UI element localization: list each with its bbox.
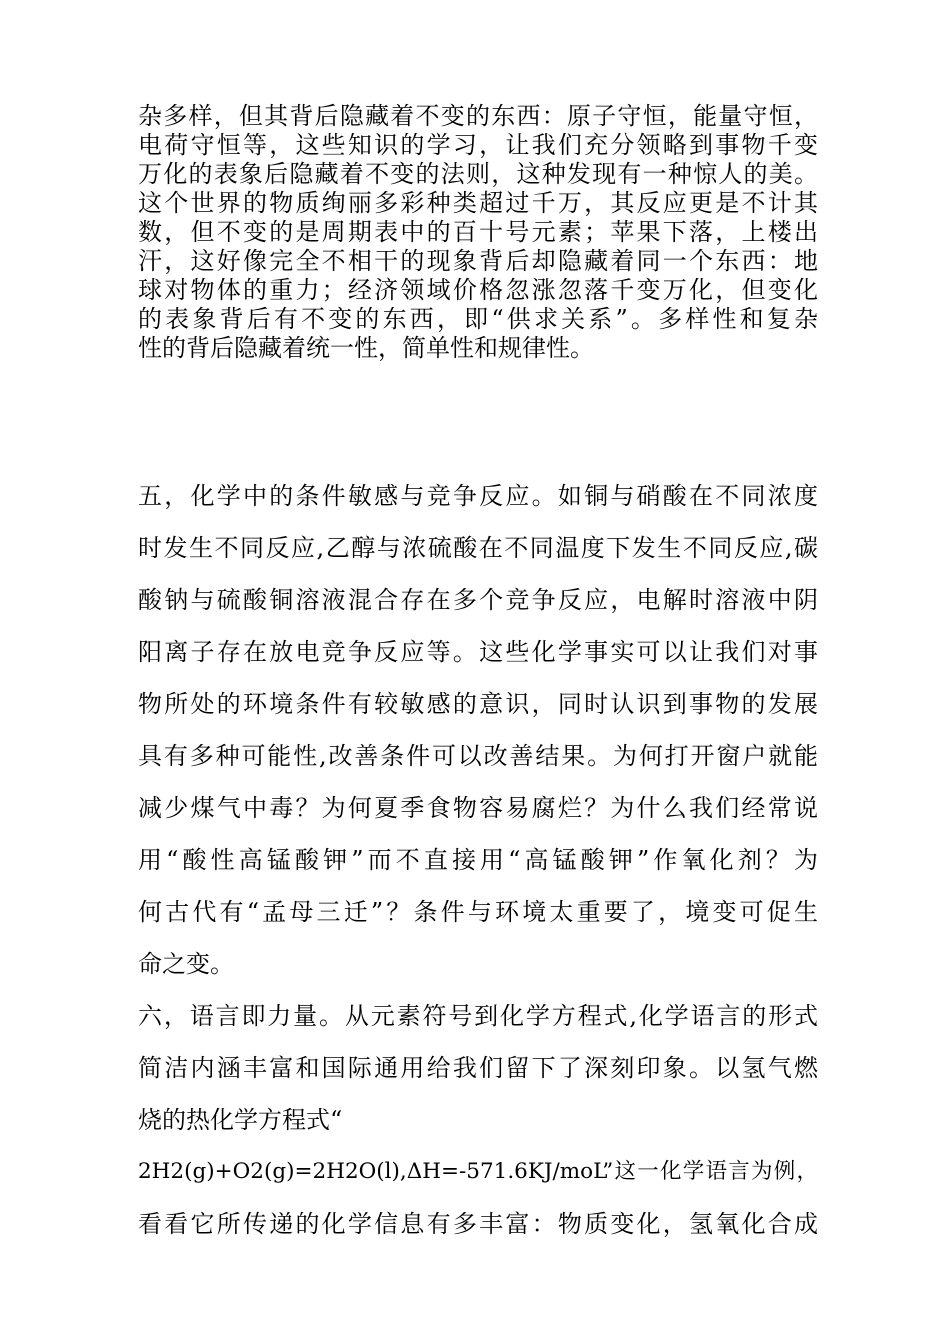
text-line: 烧的热化学方程式“	[138, 1106, 343, 1134]
text-line: 性的背后隐藏着统一性，简单性和规律性。	[138, 334, 594, 362]
text-line: 数，但不变的是周期表中的百十号元素；苹果下落，上楼出	[138, 218, 818, 246]
text-line: 减少煤气中毒？为何夏季食物容易腐烂？为什么我们经常说	[138, 794, 818, 822]
text-line: 酸钠与硫酸铜溶液混合存在多个竞争反应，电解时溶液中阴	[138, 586, 818, 614]
text-line: 命之变。	[138, 950, 234, 978]
section-heading-line: 五，化学中的条件敏感与竞争反应。如铜与硝酸在不同浓度	[138, 482, 818, 510]
text-line: 电荷守恒等，这些知识的学习，让我们充分领略到事物千变	[138, 131, 818, 159]
section-heading-line: 六，语言即力量。从元素符号到化学方程式,化学语言的形式	[138, 1002, 818, 1030]
text-line: 球对物体的重力；经济领域价格忽涨忽落千变万化，但变化	[138, 276, 818, 304]
text-line: 简洁内涵丰富和国际通用给我们留下了深刻印象。以氢气燃	[138, 1054, 818, 1082]
section-six-language-power	[138, 990, 818, 1250]
text-line: 时发生不同反应,乙醇与浓硫酸在不同温度下发生不同反应,碳	[138, 534, 818, 562]
text-line: 这个世界的物质绚丽多彩种类超过千万，其反应更是不计其	[138, 189, 818, 217]
section-five-condition-sensitivity	[138, 470, 818, 990]
text-line: 看看它所传递的化学信息有多丰富：物质变化，氢氧化合成	[138, 1210, 818, 1238]
equation-line: 2H2(g)+O2(g)=2H2O(l),ΔH=-571.6KJ/moL”这一化学语言为例，	[138, 1159, 818, 1184]
text-line: 何古代有“孟母三迁”？条件与环境太重要了，境变可促生	[138, 898, 818, 926]
text-line: 的表象背后有不变的东西，即“供求关系”。多样性和复杂	[138, 305, 818, 333]
text-line: 汗，这好像完全不相干的现象背后却隐藏着同一个东西：地	[138, 247, 818, 275]
text-line: 万化的表象后隐藏着不变的法则，这种发现有一种惊人的美。	[138, 160, 818, 188]
text-line: 用“酸性高锰酸钾”而不直接用“高锰酸钾”作氧化剂？为	[138, 846, 818, 874]
paragraph-unchanging-laws	[138, 102, 818, 363]
text-line: 杂多样，但其背后隐藏着不变的东西：原子守恒，能量守恒，	[138, 102, 818, 130]
text-line: 具有多种可能性,改善条件可以改善结果。为何打开窗户就能	[138, 742, 818, 770]
text-line: 物所处的环境条件有较敏感的意识，同时认识到事物的发展	[138, 690, 818, 718]
text-line: 阳离子存在放电竞争反应等。这些化学事实可以让我们对事	[138, 638, 818, 666]
